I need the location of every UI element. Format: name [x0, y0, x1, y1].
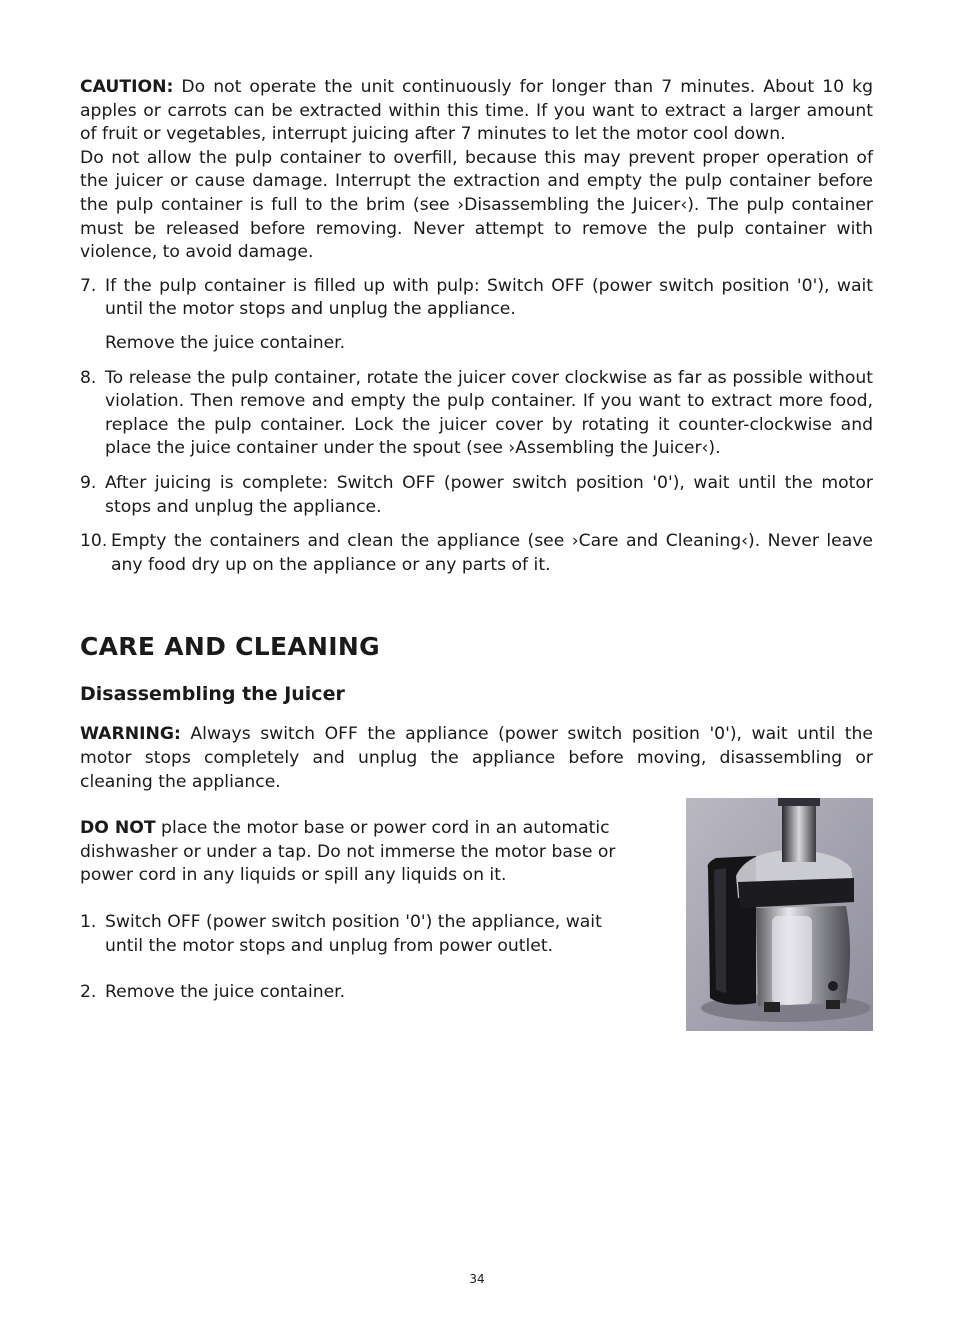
step-text: Switch OFF (power switch position '0') the appliance, wait until the motor stops and unplug from power outlet.: [105, 912, 602, 956]
step-number: 8.: [80, 367, 97, 388]
step-number: 2.: [80, 982, 97, 1003]
juicer-photo: [686, 798, 873, 1031]
step-text: After juicing is complete: Switch OFF (power switch position '0'), wait until the motor stops and unplug the appliance.: [105, 472, 873, 517]
warning-label: WARNING:: [80, 724, 181, 745]
caution-paragraph: [80, 76, 873, 147]
page-number: 34: [469, 1272, 485, 1286]
step-8: [80, 367, 873, 461]
caution-label: CAUTION:: [80, 77, 174, 97]
step-text: Remove the juice container.: [105, 982, 346, 1003]
juicer-illustration: [686, 798, 873, 1031]
warning-paragraph: [80, 723, 873, 794]
pulp-warning-paragraph: Do not allow the pulp container to overfill, because this may prevent proper operation of the juicer or cause damage. Interrupt the extraction and empty the pulp container before the pulp container is full to the brim (see ›Disassembling the Juicer‹). The pulp container must be released before removing. Never attempt to remove the pulp container with violence, to avoid damage.: [80, 147, 873, 263]
donot-label: DO NOT: [80, 818, 156, 839]
caution-text: Do not operate the unit continuously for longer than 7 minutes. About 10 kg apples or carrots can be extracted within this time. If you want to extract a larger amount of fruit or vegetables, interrupt juicing after 7 minutes to let the motor cool down.: [80, 77, 873, 145]
step-number: 7.: [80, 275, 97, 296]
donot-paragraph: [80, 817, 640, 888]
step-number: 9.: [80, 472, 97, 493]
subsection-title: Disassembling the Juicer: [80, 682, 345, 705]
step-text: Empty the containers and clean the appliance (see ›Care and Cleaning‹). Never leave any food dry up on the appliance or any parts of it.: [111, 531, 873, 575]
step-7-note: Remove the juice container.: [105, 332, 346, 353]
step-number: 1.: [80, 912, 97, 933]
step-7: [80, 275, 873, 322]
section-title: CARE AND CLEANING: [80, 632, 380, 662]
step-number: 10.: [80, 531, 108, 552]
warning-text: Always switch OFF the appliance (power switch position '0'), wait until the motor stops completely and unplug the appliance before moving, disassembling or cleaning the appliance.: [80, 724, 873, 792]
step-10: [80, 530, 873, 577]
step-text: If the pulp container is filled up with pulp: Switch OFF (power switch position '0'), wait until the motor stops and unplug the appliance.: [105, 275, 873, 320]
disassembly-step-1: [80, 911, 640, 958]
disassembly-step-2: [80, 981, 640, 1005]
donot-text: place the motor base or power cord in an automatic dishwasher or under a tap. Do not immerse the motor base or power cord in any liquids or spill any liquids on it.: [80, 818, 616, 886]
step-9: [80, 472, 873, 519]
step-text: To release the pulp container, rotate the juicer cover clockwise as far as possible without violation. Then remove and empty the pulp container. If you want to extract more food, replace the pulp container. Lock the juicer cover by rotating it counter-clockwise and place the juice container under the spout (see ›Assembling the Juicer‹).: [105, 367, 873, 459]
